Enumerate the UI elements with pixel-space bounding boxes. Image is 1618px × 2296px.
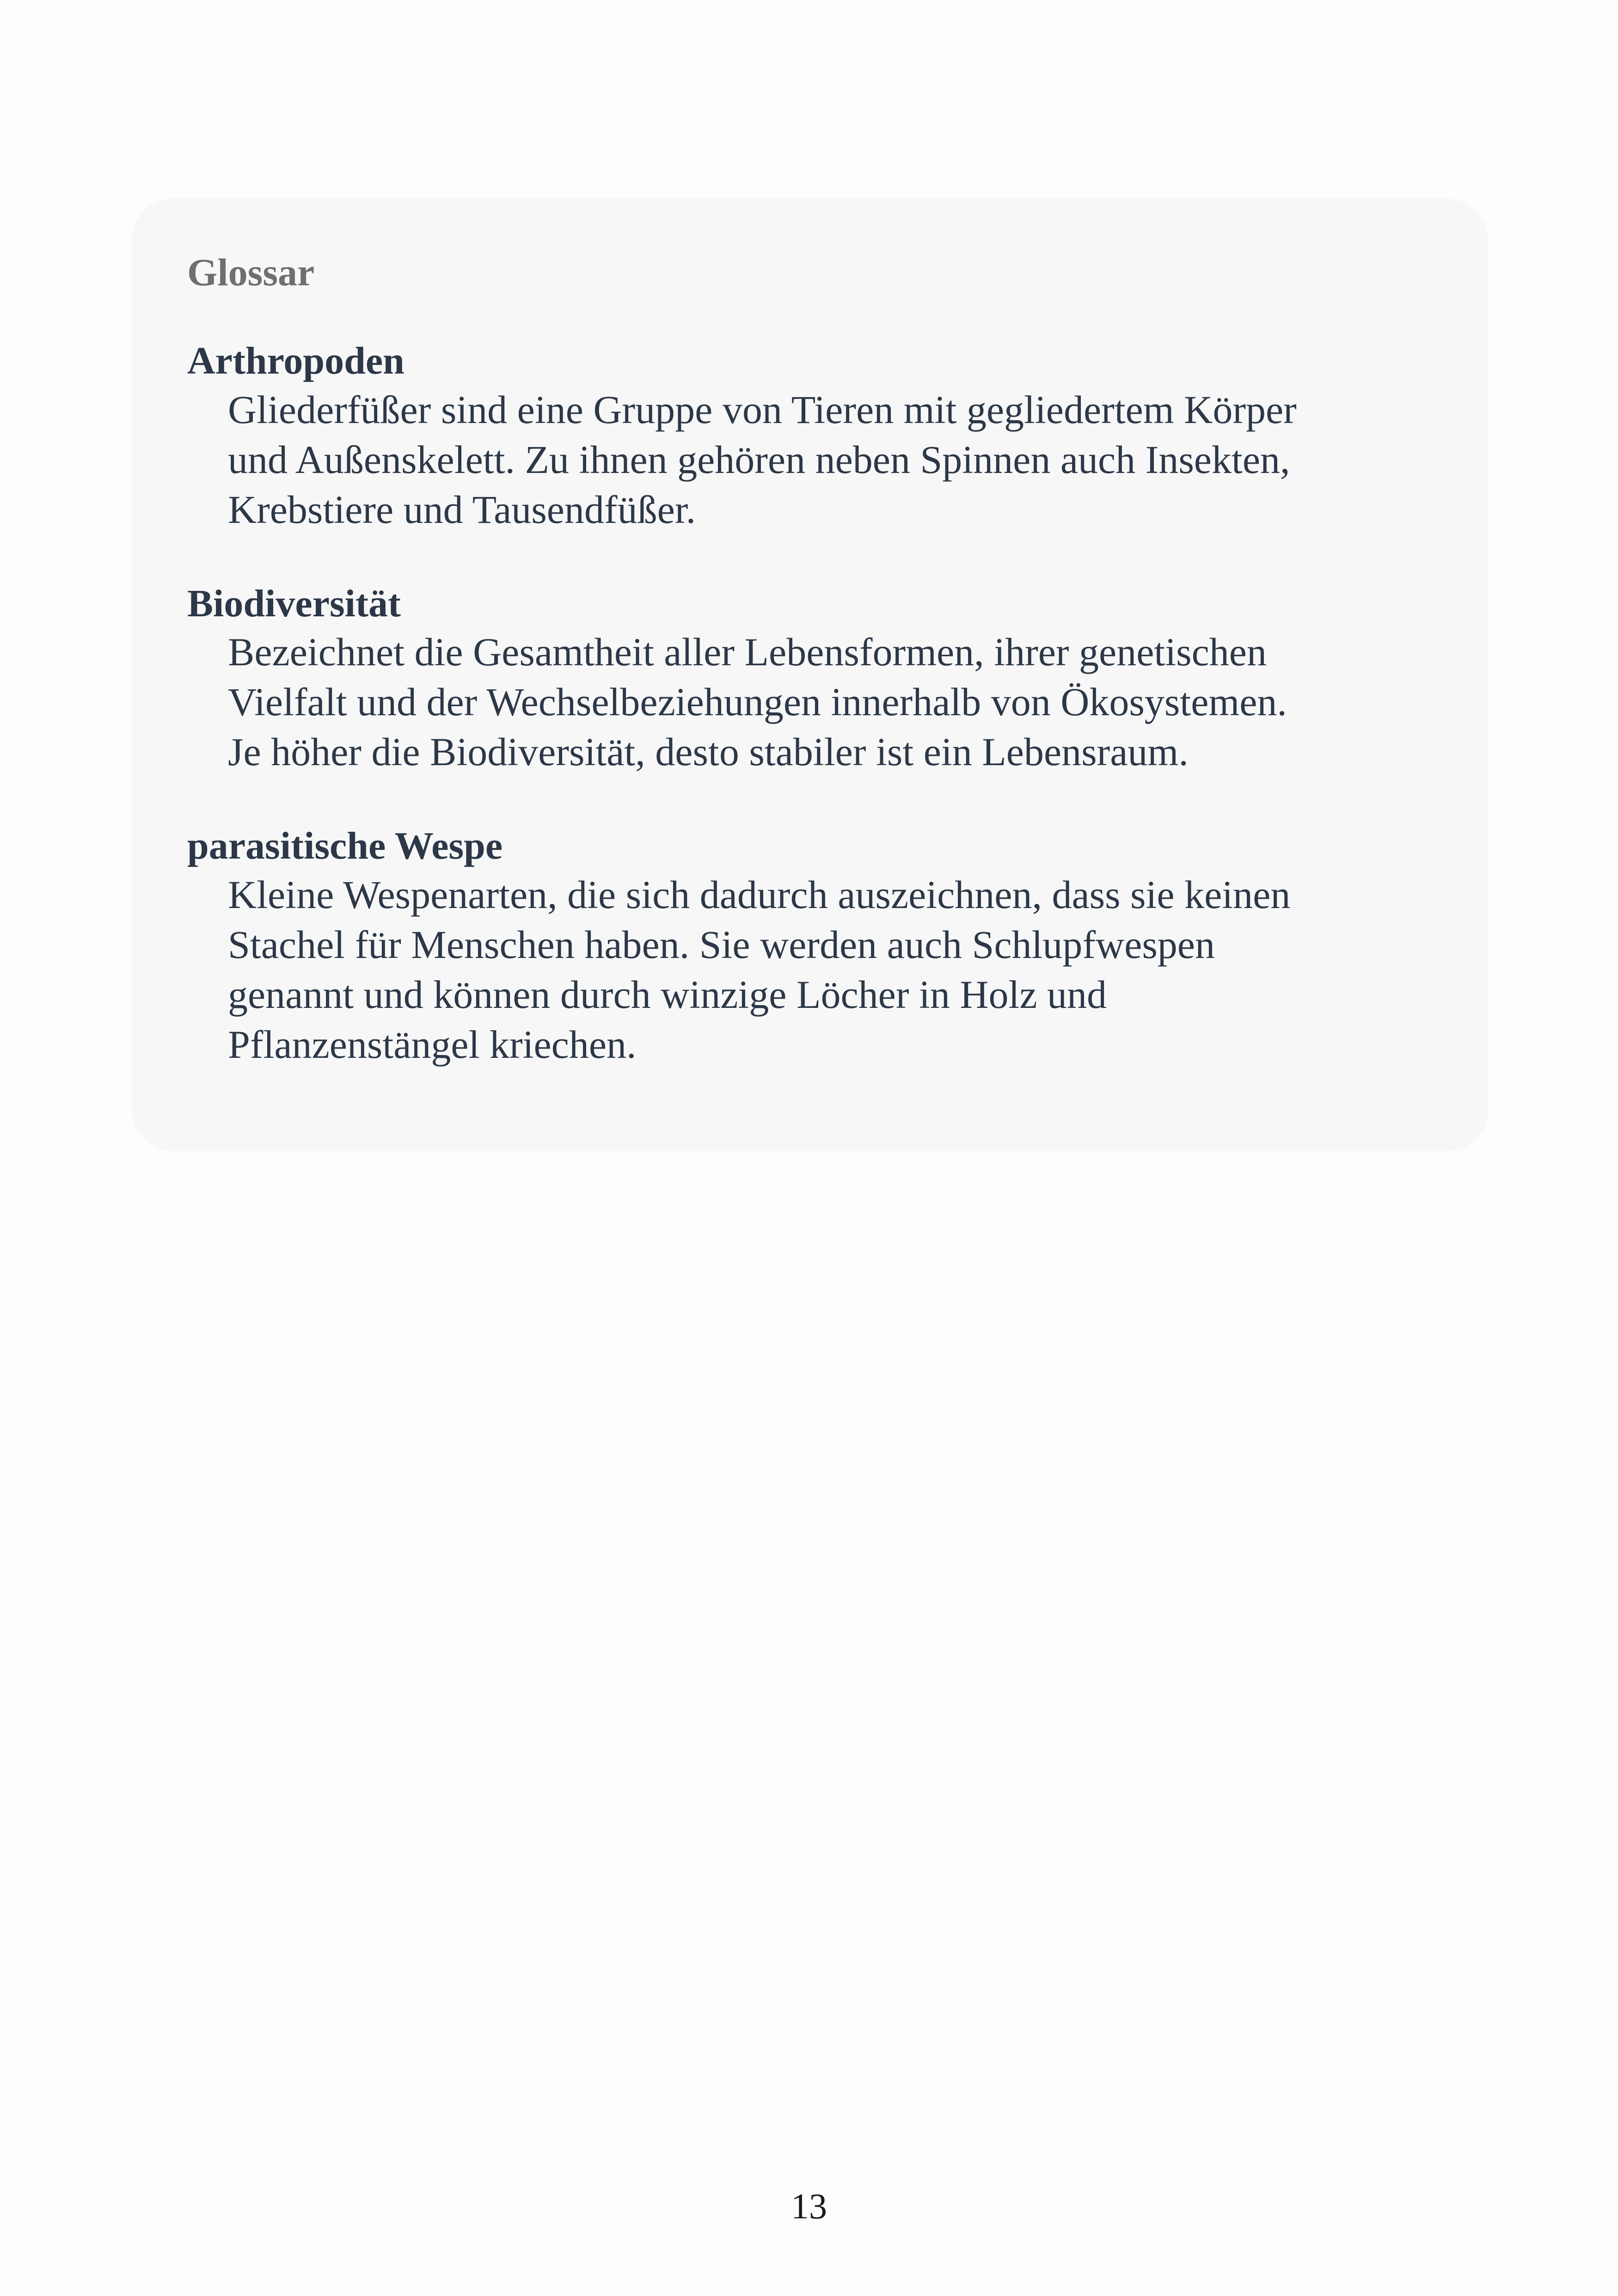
glossary-entry-arthropoden: [187, 338, 1433, 534]
definition-line: Bezeichnet die Gesamtheit aller Lebensformen, ihrer genetischen: [228, 630, 1267, 675]
definition-line: Kleine Wespenarten, die sich dadurch auszeichnen, dass sie keinen: [228, 872, 1291, 917]
glossary-title: Glossar: [187, 251, 315, 294]
definition-line: genannt und können durch winzige Löcher in Holz und: [228, 972, 1107, 1017]
definition-line: Stachel für Menschen haben. Sie werden auch Schlupfwespen: [228, 922, 1215, 967]
definition-line: Krebstiere und Tausendfüßer.: [228, 487, 696, 532]
glossary-entry-biodiversitaet: [187, 581, 1433, 777]
entry-definition: [228, 870, 1433, 1069]
definition-line: Pflanzenstängel kriechen.: [228, 1022, 637, 1067]
definition-line: Vielfalt und der Wechselbeziehungen innerhalb von Ökosystemen.: [228, 680, 1287, 724]
entry-term: Arthropoden: [187, 339, 404, 382]
entry-term: Biodiversität: [187, 582, 401, 625]
entry-definition: [228, 385, 1433, 534]
definition-line: Gliederfüßer sind eine Gruppe von Tieren mit gegliedertem Körper: [228, 387, 1297, 432]
entry-term: parasitische Wespe: [187, 824, 503, 868]
entry-definition: [228, 627, 1433, 777]
page-number: 13: [791, 2186, 827, 2226]
definition-line: und Außenskelett. Zu ihnen gehören neben Spinnen auch Insekten,: [228, 437, 1290, 482]
glossary-box: [132, 199, 1489, 1151]
definition-line: Je höher die Biodiversität, desto stabiler ist ein Lebensraum.: [228, 730, 1189, 774]
glossary-entry-parasitische-wespe: [187, 823, 1433, 1069]
